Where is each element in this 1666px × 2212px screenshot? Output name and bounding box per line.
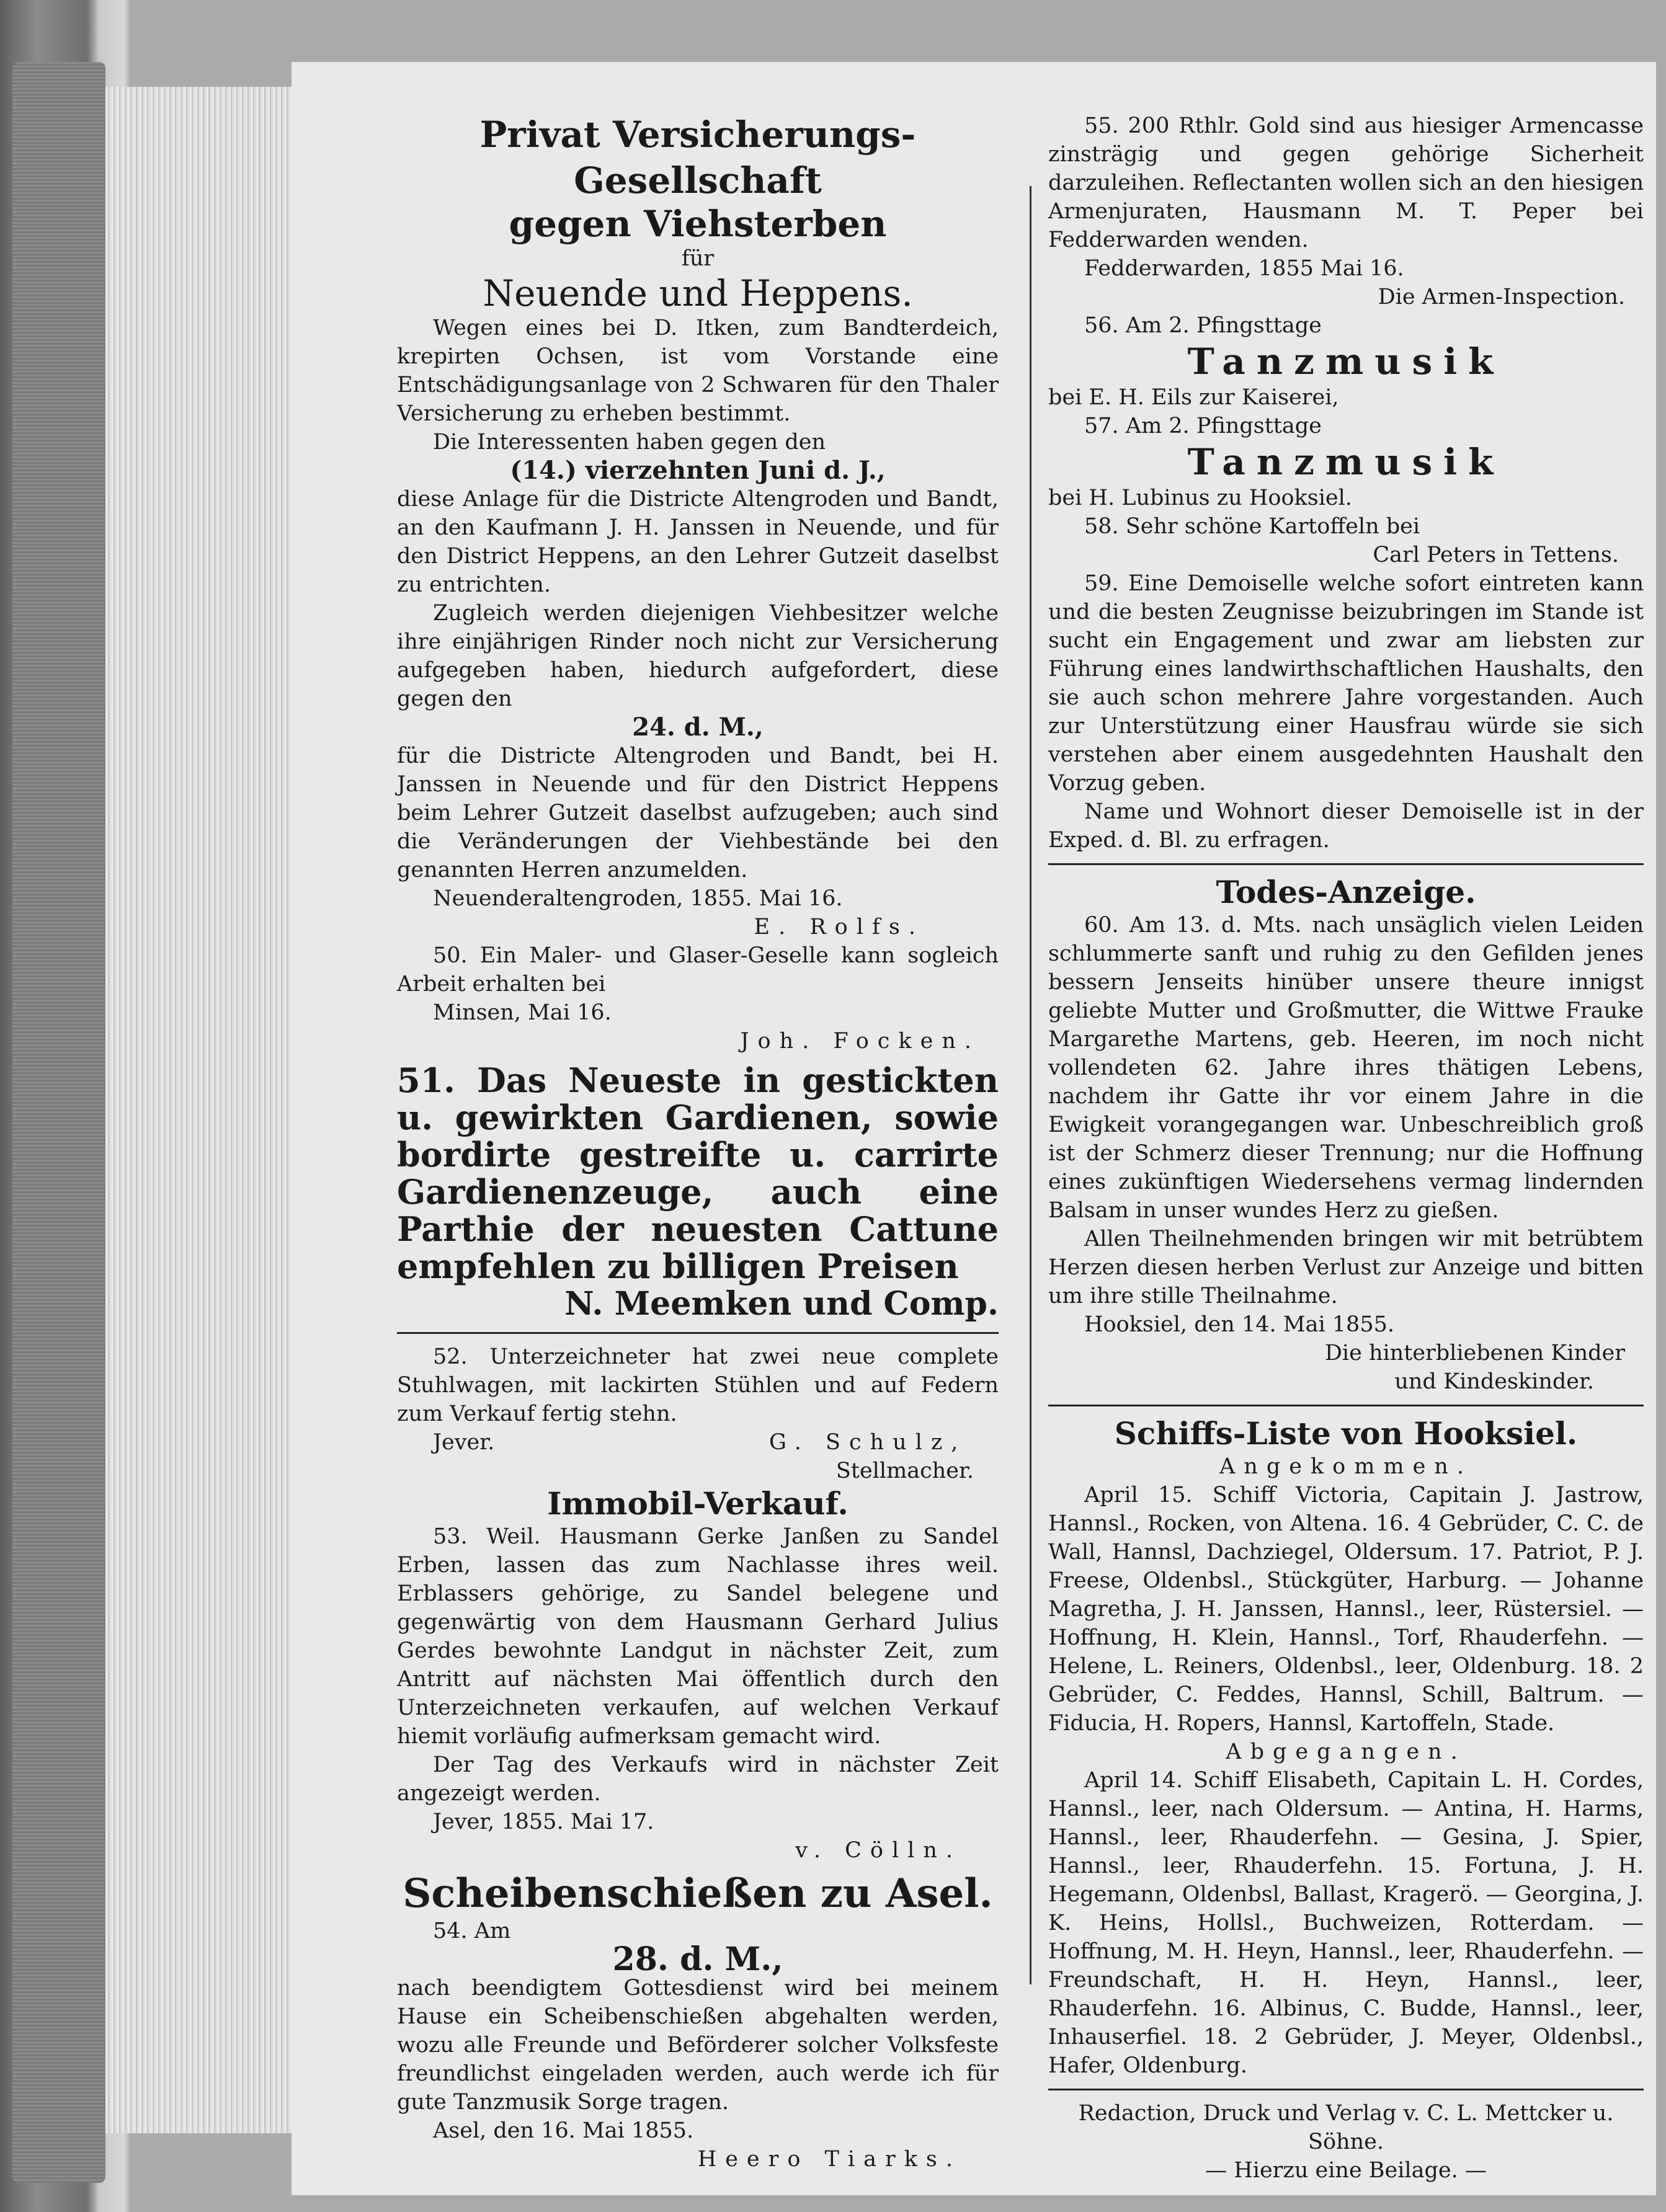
ad-52-footer (397, 1428, 999, 1457)
ship-list-departed-label: Abgegangen. (1226, 1739, 1466, 1764)
ad-59: 59. Eine Demoiselle welche sofort eintreten kann und die besten Zeugnisse beizubringen im Stande ist sucht ein Engagement und zwar am liebsten zur Führung eines landwirthschaftlichen Haushalts, den sie auch schon mehrere Jahre vorgestanden. Auch zur Unterstützung einer Hausfrau würde sie sich verstehen aber einem ausgedehnten Haushalt den Vorzug geben. (1048, 571, 1644, 796)
left-column (397, 112, 999, 2174)
notice-place: Neuenderaltengroden, 1855. Mai 16. (433, 886, 843, 911)
ad-56-heading: Tanzmusik (1187, 340, 1505, 383)
column-divider (1030, 186, 1031, 1984)
notice-paragraph: Wegen eines bei D. Itken, zum Bandterdeich, krepirten Ochsen, ist vom Vorstande eine Entschädigungsanlage von 2 Schwaren für den Thaler Versicherung zu erheben bestimmt. (397, 316, 999, 426)
heading-shooting: Scheibenschießen zu Asel. (403, 1870, 993, 1917)
notice-paragraph: für die Districte Altengroden und Bandt, bei H. Janssen in Neuende und für den District Heppens beim Lehrer Gutzeit daselbst aufzugeben; auch sind die Veränderungen der Viehbestände bei den genannten Herren anzumelden. (397, 744, 999, 882)
ad-53-place: Jever, 1855. Mai 17. (433, 1810, 654, 1834)
ad-58-signature: Carl Peters in Tettens. (1373, 543, 1619, 567)
ad-53-signature: v. Cölln. (795, 1838, 961, 1863)
ad-55: 55. 200 Rthlr. Gold sind aus hiesiger Armencasse zinsträgig und gegen gehörige Sicherheit darzuleihen. Reflectanten wollen sich an den hiesigen Armenjuraten, Hausmann M. T. Peper bei Fedderwarden wenden. (1048, 113, 1644, 252)
heading-places: Neuende und Heppens. (483, 272, 913, 314)
right-column (1048, 112, 1644, 2185)
ad-54: nach beendigtem Gottesdienst wird bei meinem Hause ein Scheibenschießen abgehalten werden, wozu alle Freunde und Beförderer solcher Volksfeste freundlichst eingeladen werden, auch werde ich für gute Tanzmusik Sorge tragen. (397, 1976, 999, 2115)
ad-56: 56. Am 2. Pfingsttage (1084, 313, 1322, 338)
ship-list-arrived-label: Angekommen. (1219, 1454, 1472, 1479)
death-notice: 60. Am 13. d. Mts. nach unsäglich vielen Leiden schlummerte sanft und ruhig zu den Gefilden jenes bessern Jenseits hinüber unsere theure innigst geliebte Mutter und Großmutter, die Wittwe Frauke Margarethe Martens, geb. Heeren, im noch nicht vollendeten 62. Jahre ihres thätigen Lebens, nachdem ihr Gatte ihr vor einem Jahre in die Ewigkeit vorangegangen war. Unbeschreiblich groß ist der Schmerz dieser Trennung; nur die Hoffnung eines zukünftigen Wiedersehens vermag lindernden Balsam in unser wundes Herz zu gießen. (1048, 913, 1644, 1223)
ship-list-arrived: April 15. Schiff Victoria, Capitain J. Jastrow, Hannsl., Rocken, von Altena. 16. 4 Gebrüder, C. C. de Wall, Hannsl, Dachziegel, Oldersum. 17. Patriot, P. J. Freese, Oldenbsl., Stückgüter, Harburg. — Johanne Magretha, J. H. Janssen, Hannsl., leer, Rüstersiel. — Hoffnung, H. Klein, Hannsl., Torf, Rhauderfehn. — Helene, L. Reiners, Oldenbsl., leer, Oldenburg. 18. 2 Gebrüder, C. Feddes, Hannsl, Schill, Baltrum. — Fiducia, H. Ropers, Hannsl, Kartoffeln, Stade. (1048, 1483, 1644, 1736)
death-notice-signature: und Kindeskinder. (1394, 1369, 1594, 1394)
notice-paragraph: Die Interessenten haben gegen den (433, 430, 826, 455)
notice-date: (14.) vierzehnten Juni d. J., (510, 456, 886, 485)
section-rule (397, 1332, 999, 1334)
ad-50-place: Minsen, Mai 16. (433, 1000, 612, 1025)
ad-52: 52. Unterzeichneter hat zwei neue complete Stuhlwagen, mit lackirten Stühlen und auf Federn zum Verkauf fertig stehn. (397, 1344, 999, 1426)
section-rule (1048, 863, 1644, 865)
supplement-note: — Hierzu eine Beilage. — (1205, 2158, 1487, 2183)
book-spine (12, 62, 105, 2183)
ad-52-signature: G. Schulz, (769, 1430, 967, 1455)
imprint: Redaction, Druck und Verlag v. C. L. Mettcker u. Söhne. (1078, 2101, 1614, 2154)
ad-57-location: bei H. Lubinus zu Hooksiel. (1048, 486, 1352, 510)
ad-55-signature: Die Armen-Inspection. (1378, 285, 1625, 309)
ad-57: 57. Am 2. Pfingsttage (1084, 414, 1322, 438)
ad-58: 58. Sehr schöne Kartoffeln bei (1084, 514, 1420, 539)
heading-insurance: Privat Versicherungs-Gesellschaft (479, 113, 916, 202)
heading-sale: Immobil-Verkauf. (547, 1485, 849, 1522)
death-notice-thanks: Allen Theilnehmenden bringen wir mit betrübtem Herzen diesen herben Verlust zur Anzeige und bitten um ihre stille Theilnahme. (1048, 1227, 1644, 1308)
ad-59-note: Name und Wohnort dieser Demoiselle ist in der Exped. d. Bl. zu erfragen. (1048, 799, 1644, 853)
ad-53: 53. Weil. Hausmann Gerke Janßen zu Sandel Erben, lassen das zum Nachlasse ihres weil. Erblassers gehörige, zu Sandel belegene und gegenwärtig von dem Hausmann Gerhard Julius Gerdes bewohnte Landgut in nächster Zeit, zum Antritt auf nächsten Mai öffentlich durch den Unterzeichneten verkaufen, auf welchen Verkauf hiemit vorläufig aufmerksam gemacht wird. (397, 1524, 999, 1749)
notice-paragraph: Zugleich werden diejenigen Viehbesitzer welche ihre einjährigen Rinder noch nicht zur Versicherung aufgegeben haben, hiedurch aufgefordert, diese gegen den (397, 601, 999, 711)
ad-51-signature: N. Meemken und Comp. (564, 1285, 999, 1323)
heading-death-notice: Todes-Anzeige. (1216, 874, 1476, 910)
ad-54-signature: Heero Tiarks. (697, 2147, 961, 2172)
ad-54-place: Asel, den 16. Mai 1855. (433, 2118, 694, 2143)
section-rule (1048, 1405, 1644, 1406)
ad-50: 50. Ein Maler- und Glaser-Geselle kann sogleich Arbeit erhalten bei (397, 943, 999, 997)
death-notice-place: Hooksiel, den 14. Mai 1855. (1084, 1312, 1394, 1337)
ad-53-note: Der Tag des Verkaufs wird in nächster Zeit angezeigt werden. (397, 1752, 999, 1806)
heading-fuer: für (681, 246, 715, 271)
ad-57-heading: Tanzmusik (1187, 441, 1505, 483)
notice-paragraph: diese Anlage für die Districte Altengroden und Bandt, an den Kaufmann J. H. Janssen in Neuende, und für den District Heppens, an den Lehrer Gutzeit daselbst zu entrichten. (397, 487, 999, 597)
section-rule (1048, 2089, 1644, 2090)
death-notice-signature: Die hinterbliebenen Kinder (1324, 1341, 1625, 1366)
page-edges (105, 87, 292, 2133)
heading-livestock: gegen Viehsterben (509, 203, 887, 245)
ad-52-place: Jever. (433, 1430, 495, 1455)
notice-signature: E. Rolfs. (754, 915, 924, 939)
ship-list-departed: April 14. Schiff Elisabeth, Capitain L. H. Cordes, Hannsl., leer, nach Oldersum. — Antina, H. Harms, Hannsl., leer, Rhauderfehn. — Gesina, J. Spier, Hannsl., leer, Rhauderfehn. 15. Fortuna, J. H. Hegemann, Oldenbsl, Ballast, Kragerö. — Georgina, J. K. Heins, Hollsl., Buchweizen, Rotterdam. — Hoffnung, M. H. Heyn, Hannsl., leer, Rhauderfehn. — Freundschaft, H. H. Heyn, Hannsl., leer, Rhauderfehn. 16. Albinus, C. Budde, Hannsl., leer, Inhauserfiel. 18. 2 Gebrüder, J. Meyer, Oldenbsl., Hafer, Oldenburg. (1048, 1768, 1644, 2078)
heading-ship-list: Schiffs-Liste von Hooksiel. (1114, 1415, 1578, 1452)
ad-52-trade: Stellmacher. (835, 1459, 974, 1483)
ad-56-location: bei E. H. Eils zur Kaiserei, (1048, 385, 1339, 410)
ad-51: 51. Das Neueste in gestickten u. gewirkten Gardienen, sowie bordirte gestreifte u. carrirte Gardienenzeuge, auch eine Parthie der neuesten Cattune empfehlen zu billigen Preisen (397, 1060, 999, 1286)
ad-54-intro: 54. Am (433, 1919, 511, 1943)
ad-54-date: 28. d. M., (612, 1940, 783, 1978)
ad-50-signature: Joh. Focken. (740, 1029, 980, 1054)
ad-55-place: Fedderwarden, 1855 Mai 16. (1084, 256, 1404, 281)
notice-date: 24. d. M., (632, 713, 764, 742)
